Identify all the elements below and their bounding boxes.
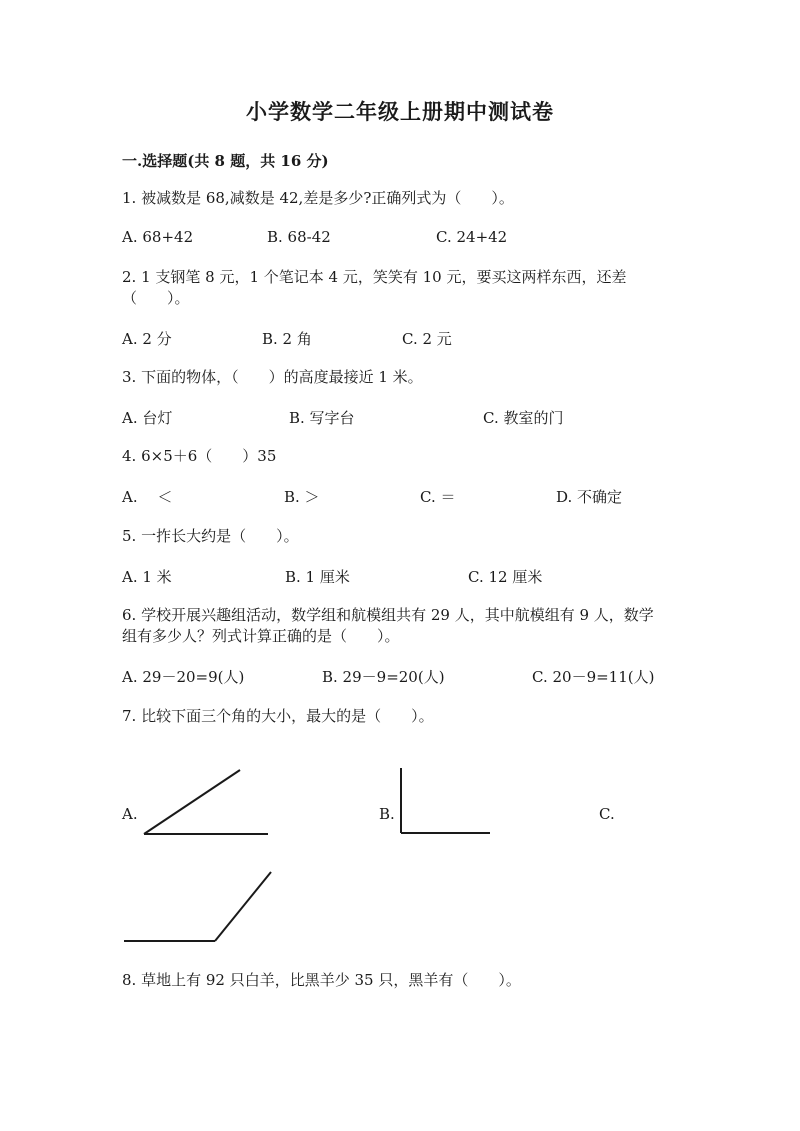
q7-option-a[interactable]: A. <box>122 805 138 823</box>
q6-option-c[interactable]: C. 20－9=11(人) <box>532 668 655 686</box>
question-1: 1. 被减数是 68,减数是 42,差是多少?正确列式为（ ）。 <box>122 189 514 207</box>
q4-option-b[interactable]: B. ＞ <box>284 488 320 506</box>
q3-option-c[interactable]: C. 教室的门 <box>483 409 564 427</box>
question-6-line-2: 组有多少人？列式计算正确的是（ ）。 <box>122 627 400 645</box>
angle-a <box>144 770 268 834</box>
question-3: 3. 下面的物体，（ ）的高度最接近 1 米。 <box>122 368 423 386</box>
question-5: 5. 一拃长大约是（ ）。 <box>122 527 299 545</box>
q3-option-b[interactable]: B. 写字台 <box>289 409 355 427</box>
question-4: 4. 6×5＋6（ ）35 <box>122 447 277 465</box>
angle-c-slanted-ray <box>215 872 271 941</box>
q4-option-c[interactable]: C. ＝ <box>420 488 456 506</box>
angle-c <box>124 872 271 941</box>
q2-option-a[interactable]: A. 2 分 <box>122 330 172 348</box>
q5-option-b[interactable]: B. 1 厘米 <box>285 568 350 586</box>
question-8: 8. 草地上有 92 只白羊，比黑羊少 35 只，黑羊有（ ）。 <box>122 971 521 989</box>
q2-option-c[interactable]: C. 2 元 <box>402 330 452 348</box>
q6-option-b[interactable]: B. 29－9=20(人) <box>322 668 445 686</box>
q5-option-a[interactable]: A. 1 米 <box>122 568 172 586</box>
section-heading: 一.选择题(共 8 题，共 16 分) <box>122 152 329 170</box>
question-2-line-2: （ ）。 <box>122 289 190 307</box>
q4-option-d[interactable]: D. 不确定 <box>556 488 623 506</box>
q7-option-c[interactable]: C. <box>599 805 615 823</box>
question-7: 7. 比较下面三个角的大小，最大的是（ ）。 <box>122 707 434 725</box>
q1-option-a[interactable]: A. 68+42 <box>122 228 194 246</box>
q3-option-a[interactable]: A. 台灯 <box>122 409 173 427</box>
q1-option-b[interactable]: B. 68-42 <box>267 228 331 246</box>
q4-option-a[interactable]: A. ＜ <box>122 488 173 506</box>
q6-option-a[interactable]: A. 29－20=9(人) <box>122 668 245 686</box>
q7-option-b[interactable]: B. <box>379 805 395 823</box>
q2-option-b[interactable]: B. 2 角 <box>262 330 312 348</box>
page-title: 小学数学二年级上册期中测试卷 <box>246 99 554 124</box>
angle-b <box>401 768 490 833</box>
question-2-line-1: 2. 1 支钢笔 8 元，1 个笔记本 4 元，笑笑有 10 元，要买这两样东西，还差 <box>122 268 627 286</box>
q1-option-c[interactable]: C. 24+42 <box>436 228 508 246</box>
angle-a-slanted-ray <box>144 770 240 834</box>
q5-option-c[interactable]: C. 12 厘米 <box>468 568 543 586</box>
question-6-line-1: 6. 学校开展兴趣组活动，数学组和航模组共有 29 人，其中航模组有 9 人，数学 <box>122 606 654 624</box>
